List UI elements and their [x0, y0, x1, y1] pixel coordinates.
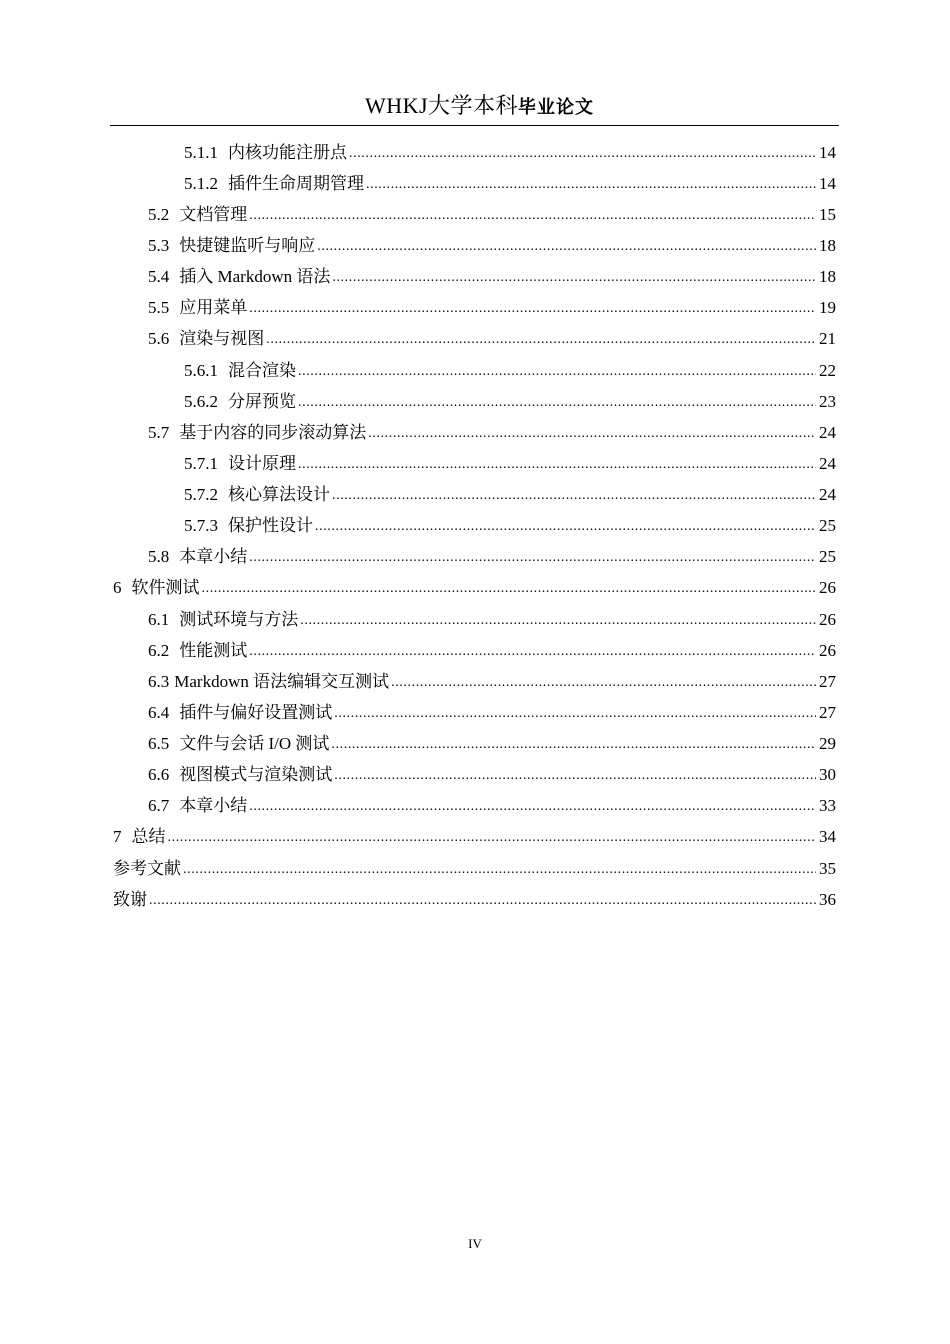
toc-entry-page: 21	[819, 329, 836, 348]
toc-entry-page: 18	[819, 236, 836, 255]
toc-entry-6-1[interactable]	[148, 604, 836, 635]
toc-entry-page: 26	[819, 578, 836, 597]
toc-entry-page: 14	[819, 174, 836, 193]
toc-entry-page: 34	[819, 827, 836, 846]
dot-leader	[249, 789, 816, 822]
toc-entry-number: 5.7.3	[184, 516, 218, 535]
toc-entry-page: 24	[819, 454, 836, 473]
toc-entry-title: 致谢	[113, 890, 147, 909]
toc-entry-6-5[interactable]	[148, 728, 836, 759]
toc-entry-number: 6.5	[148, 734, 170, 753]
toc-entry-title: 视图模式与渲染测试	[179, 765, 333, 784]
toc-entry-number: 5.6	[148, 329, 170, 348]
dot-leader	[332, 478, 816, 511]
toc-entry-5-4[interactable]	[148, 261, 836, 292]
toc-entry-title: 本章小结	[179, 547, 248, 566]
toc-entry-page: 26	[819, 610, 836, 629]
toc-entry-page: 27	[819, 703, 836, 722]
dot-leader	[391, 665, 816, 698]
toc-entry-number: 5.8	[148, 547, 170, 566]
toc-entry-5-1-1[interactable]	[184, 137, 836, 168]
toc-entry-title: 本章小结	[179, 796, 248, 815]
dot-leader	[249, 634, 816, 667]
toc-entry-page: 25	[819, 516, 836, 535]
toc-entry-title: 分屏预览	[228, 392, 296, 411]
toc-entry-6-7[interactable]	[148, 790, 836, 821]
toc-entry-number: 5.1.1	[184, 143, 218, 162]
toc-entry-number: 5.5	[148, 298, 170, 317]
toc-entry-page: 35	[819, 859, 836, 878]
header-title-regular: WHKJ大学本科	[364, 93, 519, 118]
toc-entry-number: 5.6.2	[184, 392, 218, 411]
toc-entry-title: 插入 Markdown 语法	[179, 267, 331, 286]
toc-entry-6-2[interactable]	[148, 635, 836, 666]
toc-entry-5-3[interactable]	[148, 230, 836, 261]
toc-entry-5-1-2[interactable]	[184, 168, 836, 199]
toc-entry-page: 36	[819, 890, 836, 909]
toc-entry-references[interactable]	[113, 853, 836, 884]
dot-leader	[317, 229, 816, 262]
toc-entry-6-4[interactable]	[148, 697, 836, 728]
toc-entry-page: 18	[819, 267, 836, 286]
toc-entry-5-6[interactable]	[148, 323, 836, 354]
dot-leader	[368, 416, 816, 449]
page-number: IV	[468, 1236, 482, 1251]
page-number-footer	[0, 1236, 950, 1252]
toc-entry-6[interactable]	[113, 572, 836, 603]
dot-leader	[298, 447, 816, 480]
dot-leader	[300, 603, 816, 636]
toc-entry-number: 5.7.1	[184, 454, 218, 473]
toc-entry-title: 内核功能注册点	[228, 143, 347, 162]
toc-entry-page: 19	[819, 298, 836, 317]
dot-leader	[183, 852, 816, 885]
toc-entry-5-7-3[interactable]	[184, 510, 836, 541]
dot-leader	[366, 167, 816, 200]
dot-leader	[332, 260, 816, 293]
toc-entry-title: 性能测试	[179, 641, 248, 660]
toc-entry-title: 插件生命周期管理	[228, 174, 364, 193]
toc-entry-5-7-1[interactable]	[184, 448, 836, 479]
dot-leader	[349, 136, 816, 169]
toc-entry-page: 30	[819, 765, 836, 784]
dot-leader	[298, 354, 816, 387]
toc-entry-page: 33	[819, 796, 836, 815]
dot-leader	[298, 385, 816, 418]
toc-entry-5-5[interactable]	[148, 292, 836, 323]
toc-entry-page: 22	[819, 361, 836, 380]
toc-entry-title: 参考文献	[113, 859, 181, 878]
toc-entry-title: 软件测试	[131, 578, 200, 597]
toc-entry-title: 渲染与视图	[179, 329, 265, 348]
dot-leader	[149, 883, 816, 916]
dot-leader	[334, 758, 816, 791]
toc-entry-page: 24	[819, 423, 836, 442]
header-title-bold: 毕业论文	[518, 97, 595, 118]
toc-entry-page: 24	[819, 485, 836, 504]
toc-entry-title: 文件与会话 I/O 测试	[179, 734, 330, 753]
toc-entry-title: 保护性设计	[228, 516, 313, 535]
toc-entry-page: 27	[819, 672, 836, 691]
toc-entry-5-2[interactable]	[148, 199, 836, 230]
toc-entry-number: 6.7	[148, 796, 170, 815]
toc-entry-number: 5.6.1	[184, 361, 218, 380]
toc-entry-acknowledgements[interactable]	[113, 884, 836, 915]
toc-entry-5-8[interactable]	[148, 541, 836, 572]
dot-leader	[334, 696, 816, 729]
toc-entry-title: 应用菜单	[179, 298, 248, 317]
toc-entry-number: 5.7.2	[184, 485, 218, 504]
toc-entry-number: 7	[113, 827, 122, 846]
toc-entry-5-7-2[interactable]	[184, 479, 836, 510]
toc-entry-number: 6.1	[148, 610, 170, 629]
toc-entry-number: 6.2	[148, 641, 170, 660]
toc-entry-number: 5.4	[148, 267, 170, 286]
dot-leader	[249, 198, 816, 231]
toc-entry-number: 5.2	[148, 205, 170, 224]
toc-entry-page: 14	[819, 143, 836, 162]
toc-entry-page: 15	[819, 205, 836, 224]
toc-entry-number: 5.3	[148, 236, 170, 255]
toc-entry-6-3[interactable]	[148, 666, 836, 697]
dot-leader	[202, 571, 817, 604]
toc-entry-title: 插件与偏好设置测试	[179, 703, 333, 722]
toc-entry-page: 23	[819, 392, 836, 411]
toc-entry-title: 设计原理	[228, 454, 296, 473]
toc-entry-number: 5.7	[148, 423, 170, 442]
toc-entry-5-6-2[interactable]	[184, 386, 836, 417]
toc-entry-title: Markdown 语法编辑交互测试	[174, 672, 390, 691]
toc-entry-number: 6	[113, 578, 122, 597]
toc-entry-title: 基于内容的同步滚动算法	[179, 423, 367, 442]
toc-entry-5-6-1[interactable]	[184, 355, 836, 386]
toc-entry-6-6[interactable]	[148, 759, 836, 790]
toc-entry-5-7[interactable]	[148, 417, 836, 448]
dot-leader	[331, 727, 816, 760]
toc-entry-number: 6.3	[148, 672, 170, 691]
toc-entry-title: 快捷键监听与响应	[179, 236, 316, 255]
dot-leader	[168, 820, 817, 853]
toc-entry-7[interactable]	[113, 821, 836, 852]
dot-leader	[249, 291, 816, 324]
dot-leader	[266, 322, 816, 355]
page-header	[110, 88, 839, 126]
toc-entry-title: 总结	[131, 827, 166, 846]
toc-entry-title: 核心算法设计	[228, 485, 330, 504]
toc-entry-page: 29	[819, 734, 836, 753]
toc-entry-page: 26	[819, 641, 836, 660]
toc-entry-title: 文档管理	[179, 205, 248, 224]
toc-entry-title: 混合渲染	[228, 361, 296, 380]
toc-entry-number: 5.1.2	[184, 174, 218, 193]
dot-leader	[315, 509, 816, 542]
toc-entry-title: 测试环境与方法	[179, 610, 299, 629]
header-title	[365, 93, 594, 118]
dot-leader	[249, 540, 816, 573]
toc-entry-number: 6.6	[148, 765, 170, 784]
toc-entry-page: 25	[819, 547, 836, 566]
toc-entry-number: 6.4	[148, 703, 170, 722]
